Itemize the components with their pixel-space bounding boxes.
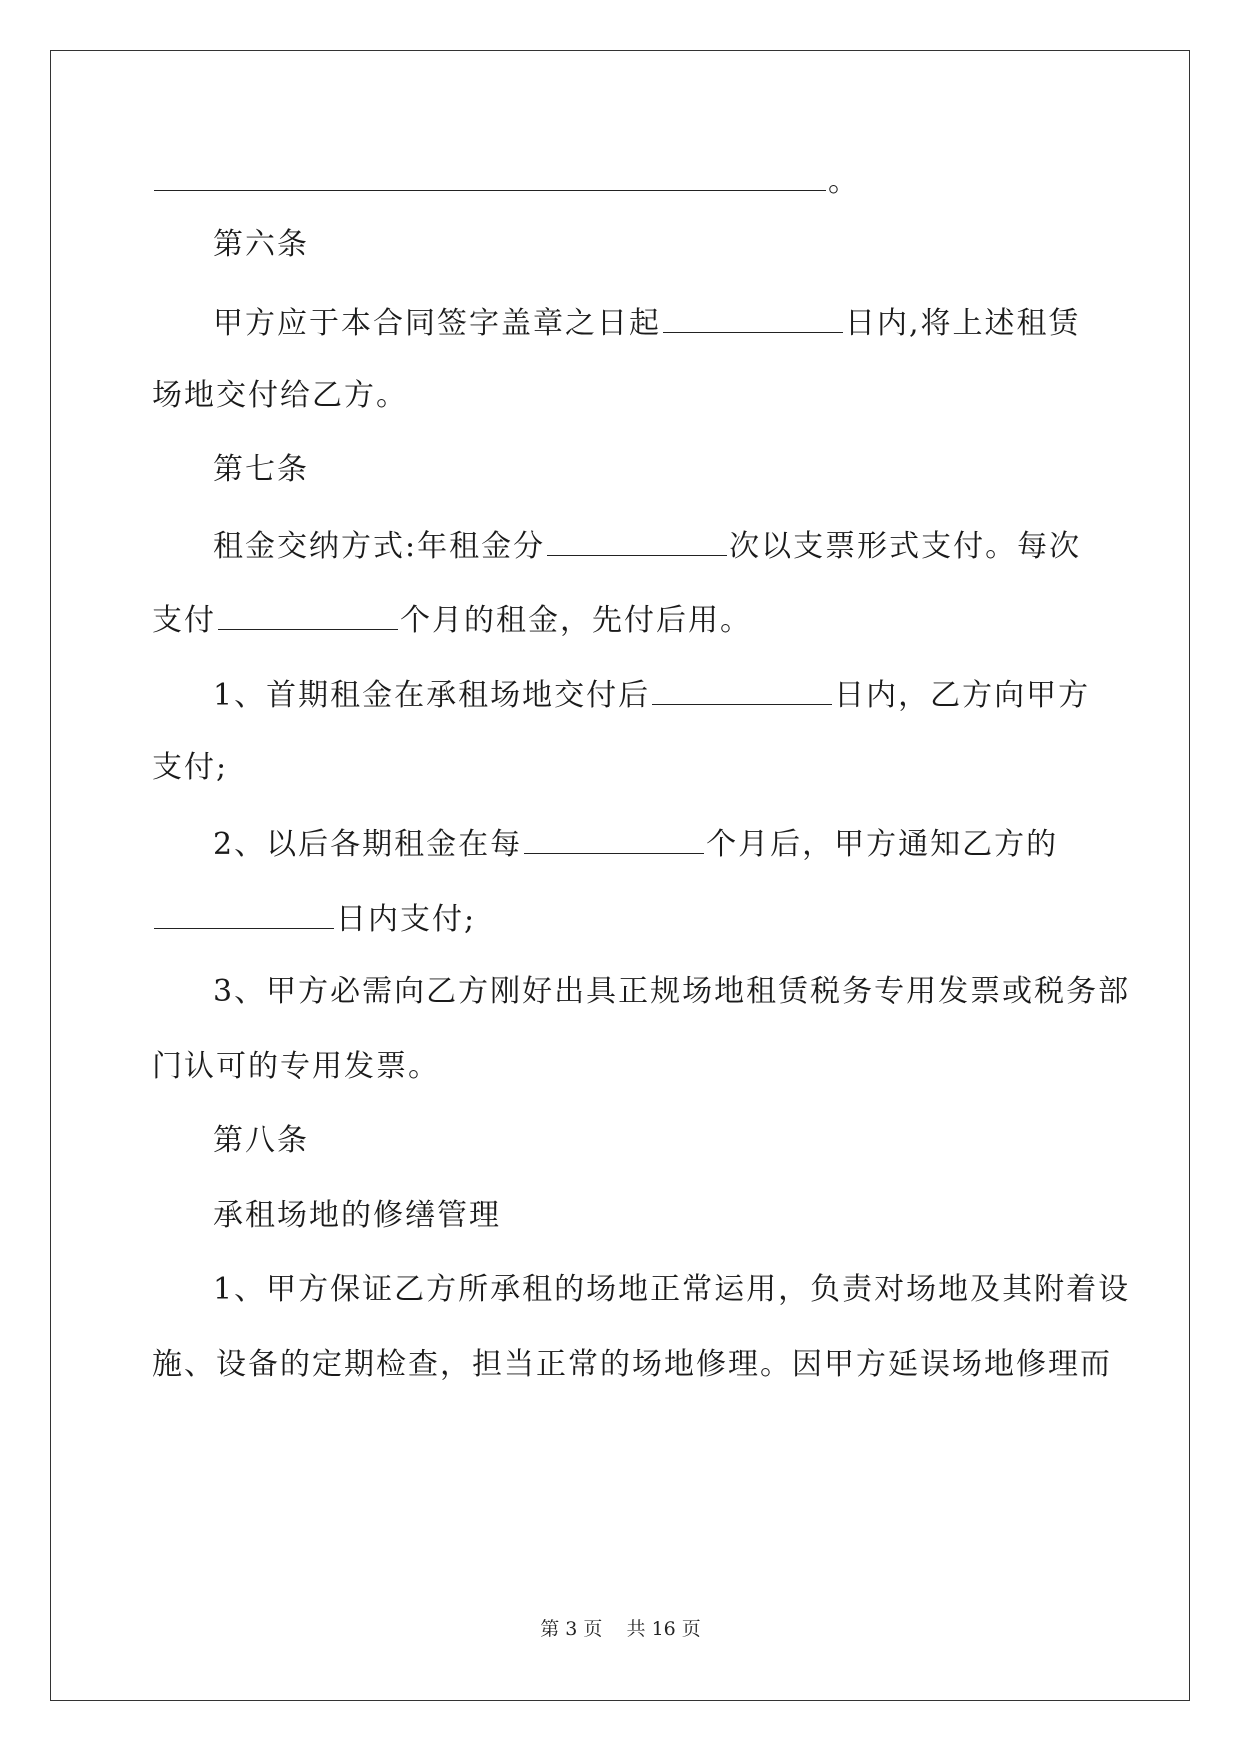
paragraph-line: 施、设备的定期检查，担当正常的场地修理。因甲方延误场地修理而 [152, 1347, 1112, 1382]
paragraph-line: 支付 个月的租金，先付后用。 [0, 599, 1241, 641]
paragraph-line: 1、甲方保证乙方所承租的场地正常运用，负责对场地及其附着设 [213, 1272, 1131, 1307]
page-border [50, 50, 1190, 1701]
fill-blank [154, 160, 826, 191]
article-heading: 第六条 [213, 227, 309, 262]
paragraph-line: 2、以后各期租金在每 个月后，甲方通知乙方的 [0, 823, 1241, 865]
paragraph-line: 门认可的专用发票。 [152, 1049, 440, 1084]
article-heading: 第七条 [213, 452, 309, 487]
page-footer: 第 3 页 共 16 页 [540, 1618, 701, 1640]
paragraph-line: 3、甲方必需向乙方刚好出具正规场地租赁税务专用发票或税务部 [213, 974, 1131, 1009]
paragraph-line: 租金交纳方式:年租金分 次以支票形式支付。每次 [0, 525, 1241, 567]
section-heading: 承租场地的修缮管理 [213, 1198, 501, 1233]
paragraph-line [0, 160, 1241, 202]
fill-blank [218, 599, 398, 630]
fill-blank [663, 302, 843, 333]
line-end: 。 [828, 164, 860, 199]
paragraph-line: 甲方应于本合同签字盖章之日起 日内,将上述租赁 [0, 302, 1241, 344]
article-heading: 第八条 [213, 1123, 309, 1158]
fill-blank [547, 525, 727, 556]
paragraph-line: 1、首期租金在承租场地交付后 日内，乙方向甲方 [0, 674, 1241, 716]
fill-blank [652, 674, 832, 705]
fill-blank [524, 823, 704, 854]
fill-blank [154, 898, 334, 929]
paragraph-line: 场地交付给乙方。 [152, 378, 408, 413]
paragraph-line: 支付; [152, 750, 229, 785]
paragraph-line: 日内支付; [0, 898, 1241, 940]
